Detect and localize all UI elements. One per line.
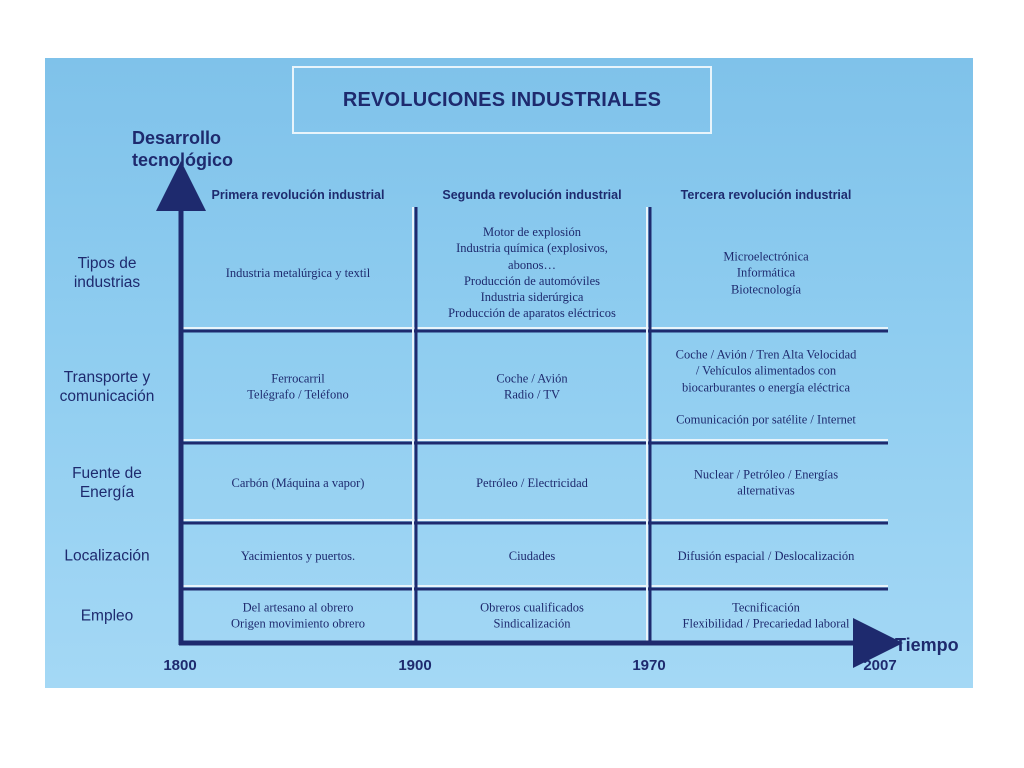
row-label-line: Energía	[79, 484, 135, 501]
table-cell	[182, 548, 414, 564]
x-axis-label: Tiempo	[895, 635, 959, 655]
row-label-location	[42, 547, 172, 566]
row-label-line: industrias	[73, 274, 141, 291]
column-header-third: Tercera revolución industrial	[680, 188, 852, 202]
year-tick: 2007	[863, 657, 897, 674]
cell-line: Informática	[736, 265, 796, 280]
row-label-line: Localización	[64, 547, 150, 565]
row-label-line: comunicación	[59, 388, 155, 405]
year-tick: 1970	[632, 657, 666, 674]
year-tick: 1800	[163, 657, 197, 674]
y-axis-label	[132, 127, 233, 171]
row-label-transport	[42, 368, 172, 406]
row-label-line: Tipos de	[77, 255, 137, 272]
cell-line: Industria siderúrgica	[480, 290, 584, 305]
table-cell	[182, 265, 414, 281]
cell-line: Producción de aparatos eléctricos	[448, 306, 616, 321]
cell-line: Comunicación por satélite / Internet	[676, 412, 856, 427]
cell-line: Carbón (Máquina a vapor)	[231, 475, 365, 490]
row-label-industries	[42, 254, 172, 292]
row-label-line: Empleo	[80, 607, 134, 625]
y-axis-label-line: Desarrollo	[132, 128, 222, 148]
cell-line: Radio / TV	[503, 388, 561, 402]
cell-line: biocarburantes o energía eléctrica	[681, 380, 851, 394]
table-cell	[416, 371, 648, 404]
table-cell	[416, 224, 648, 322]
column-header-second: Segunda revolución industrial	[442, 188, 622, 202]
cell-line: Ciudades	[508, 548, 556, 563]
cell-line: Industria metalúrgica y textil	[225, 265, 371, 280]
row-label-line: Transporte y	[63, 369, 151, 386]
table-cell	[182, 371, 414, 404]
cell-line: Industria química (explosivos,	[456, 241, 608, 256]
cell-line: Ferrocarril	[271, 371, 325, 386]
y-axis-label-line: tecnológico	[132, 150, 234, 170]
table-cell	[416, 600, 648, 633]
table-cell	[182, 475, 414, 491]
table-cell	[650, 548, 882, 564]
table-cell	[182, 600, 414, 633]
cell-line: Yacimientos y puertos.	[240, 548, 356, 563]
table-cell	[650, 249, 882, 298]
cell-line: Motor de explosión	[483, 225, 581, 240]
page-title: REVOLUCIONES INDUSTRIALES	[292, 66, 712, 134]
row-label-employment	[42, 607, 172, 626]
cell-line: Microelectrónica	[723, 249, 809, 264]
cell-line: abonos…	[508, 257, 556, 272]
cell-line: Petróleo / Electricidad	[476, 475, 588, 490]
row-label-energy	[42, 464, 172, 502]
cell-line: Tecnificación	[732, 600, 800, 615]
cell-line: alternativas	[737, 484, 795, 498]
table-cell	[650, 600, 882, 633]
year-tick: 1900	[398, 657, 432, 674]
cell-line: Sindicalización	[493, 617, 571, 631]
cell-line: Difusión espacial / Deslocalización	[677, 548, 855, 563]
cell-line: Telégrafo / Teléfono	[247, 388, 349, 402]
table-cell	[650, 467, 882, 500]
cell-line	[650, 395, 882, 411]
column-header-first: Primera revolución industrial	[211, 188, 385, 202]
row-label-line: Fuente de	[72, 465, 142, 482]
cell-line: Coche / Avión	[496, 371, 568, 386]
cell-line: Flexibilidad / Precariedad laboral	[682, 617, 850, 631]
cell-line: Origen movimiento obrero	[231, 617, 365, 631]
table-cell	[416, 548, 648, 564]
table-cell	[650, 346, 882, 427]
cell-line: Biotecnología	[730, 282, 802, 297]
cell-line: / Vehículos alimentados con	[695, 363, 837, 378]
cell-line: Del artesano al obrero	[242, 600, 354, 615]
cell-line: Coche / Avión / Tren Alta Velocidad	[675, 347, 857, 362]
cell-line: Nuclear / Petróleo / Energías	[693, 467, 839, 482]
table-cell	[416, 475, 648, 491]
cell-line: Obreros cualificados	[480, 600, 584, 615]
cell-line: Producción de automóviles	[463, 274, 601, 288]
